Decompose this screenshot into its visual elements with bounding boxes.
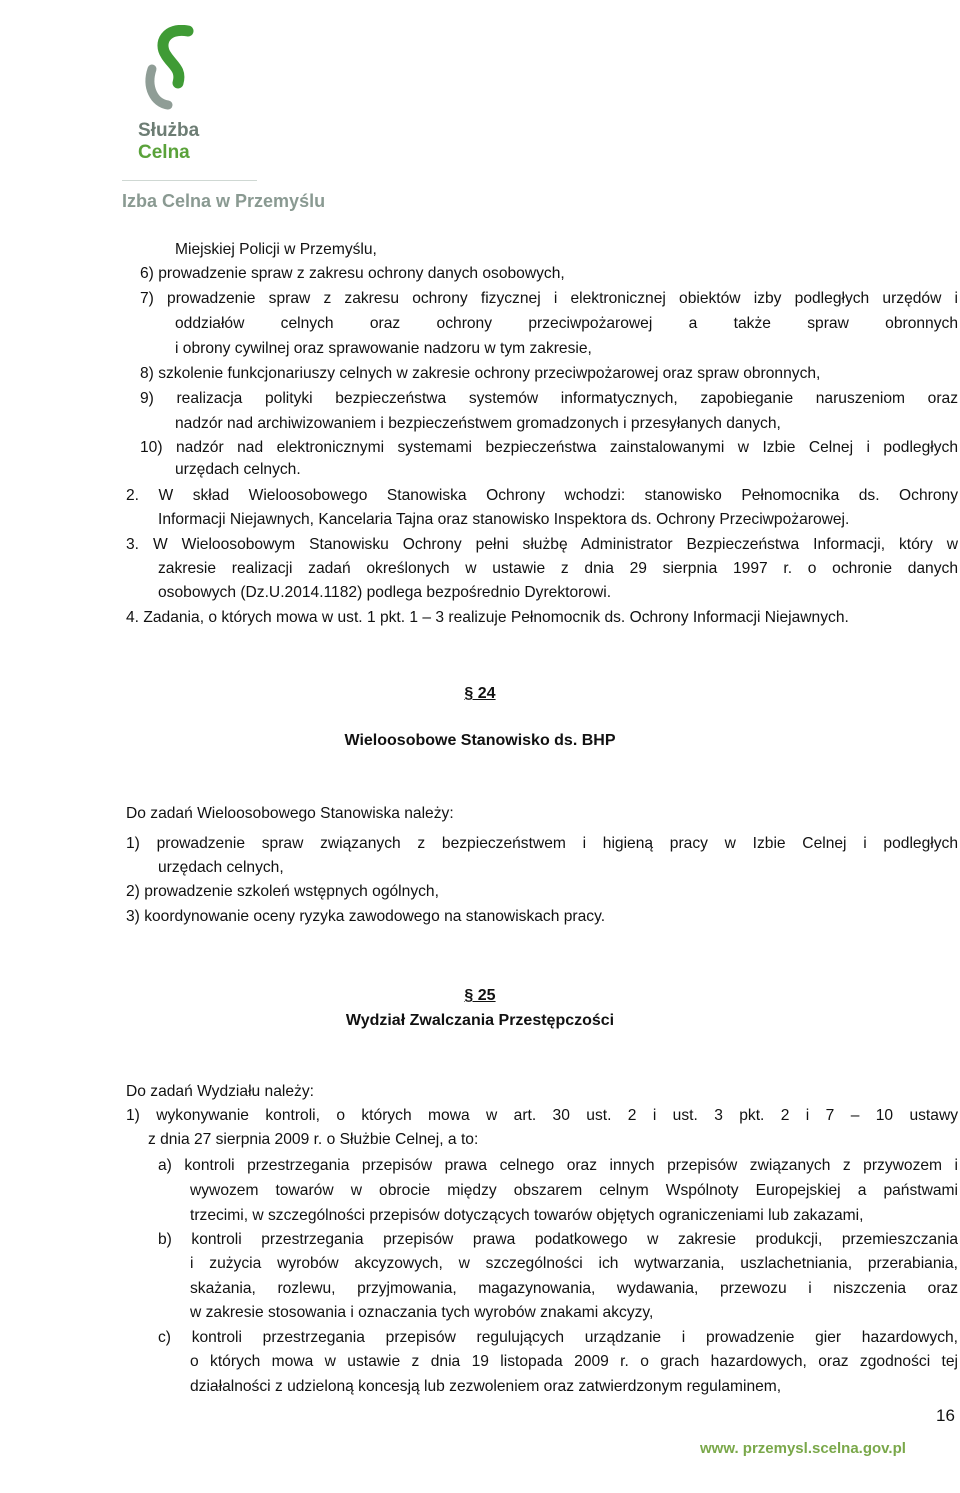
text-line: 4. Zadania, o których mowa w ust. 1 pkt. 1 – 3 realizuje Pełnomocnik ds. Ochrony Informacji Niejawnych.: [126, 609, 849, 626]
text-line: urzędach celnych,: [158, 859, 284, 876]
text-line: i zużycia wyrobów akcyzowych, w szczególności ich wytwarzania, uszlachetniania, przerabiania,: [190, 1255, 958, 1272]
text-line: o których mowa w ustawie z dnia 19 listopada 2009 r. o grach hazardowych, oraz zgodności tej: [190, 1353, 958, 1370]
text-line: 8) szkolenie funkcjonariuszy celnych w zakresie ochrony przeciwpożarowej oraz spraw obronnych,: [140, 365, 821, 382]
brand-name: [138, 120, 199, 164]
section-24-sign: § 24: [464, 685, 496, 702]
text-line: 6) prowadzenie spraw z zakresu ochrony danych osobowych,: [140, 265, 565, 282]
text-line: i obrony cywilnej oraz sprawowanie nadzoru w tym zakresie,: [175, 340, 592, 357]
text-line: 1) wykonywanie kontroli, o których mowa w art. 30 ust. 2 i ust. 3 pkt. 2 i 7 – 10 ustawy: [126, 1107, 958, 1124]
brand-line-1: Służba: [138, 120, 200, 141]
section-24-title: Wieloosobowe Stanowisko ds. BHP: [344, 732, 616, 749]
text-line: urzędach celnych.: [175, 461, 301, 478]
section-25-sign: § 25: [464, 987, 496, 1004]
header-divider: [122, 180, 257, 181]
text-line: działalności z udzieloną koncesją lub zezwoleniem oraz zatwierdzonym regulaminem,: [190, 1378, 782, 1395]
text-line: oddziałów celnych oraz ochrony przeciwpożarowej a także spraw obronnych: [175, 315, 958, 332]
office-name: Izba Celna w Przemyślu: [122, 191, 326, 211]
text-line: 3. W Wieloosobowym Stanowisku Ochrony pełni służbę Administrator Bezpieczeństwa Informacji, który w: [126, 536, 958, 553]
text-line: Do zadań Wydziału należy:: [126, 1083, 314, 1100]
text-line: Do zadań Wieloosobowego Stanowiska należy:: [126, 805, 454, 822]
text-line: 10) nadzór nad elektronicznymi systemami bezpieczeństwa zainstalowanymi w Izbie Celnej i podległych: [140, 439, 958, 456]
text-line: osobowych (Dz.U.2014.1182) podlega bezpośrednio Dyrektorowi.: [158, 584, 612, 601]
brand-line-2: Celna: [138, 142, 190, 163]
text-line: zakresie realizacji zadań określonych w ustawie z dnia 29 sierpnia 1997 r. o ochronie danych: [158, 560, 958, 577]
text-line: a) kontroli przestrzegania przepisów prawa celnego oraz innych przepisów związanych z przywozem i: [158, 1157, 958, 1174]
text-line: Miejskiej Policji w Przemyślu,: [175, 241, 377, 258]
text-line: 7) prowadzenie spraw z zakresu ochrony fizycznej i elektronicznej obiektów izby podległych urzędów i: [140, 290, 958, 307]
footer-url[interactable]: www. przemysl.scelna.gov.pl: [700, 1440, 906, 1457]
text-line: 2. W skład Wieloosobowego Stanowiska Ochrony wchodzi: stanowisko Pełnomocnika ds. Ochrony: [126, 487, 958, 504]
text-line: trzecimi, w szczególności przepisów dotyczących towarów objętych ograniczeniami lub zakazami,: [190, 1207, 864, 1224]
text-line: 3) koordynowanie oceny ryzyka zawodowego na stanowiskach pracy.: [126, 908, 606, 925]
text-line: skażania, rozlewu, przyjmowania, magazynowania, wydawania, przewozu i niszczenia oraz: [190, 1280, 958, 1297]
text-line: nadzór nad archiwizowaniem i bezpieczeństwem gromadzonych i przesyłanych danych,: [175, 415, 781, 432]
text-line: w zakresie stosowania i oznaczania tych wyrobów znakami akcyzy,: [190, 1304, 654, 1321]
text-line: c) kontroli przestrzegania przepisów regulujących urządzanie i prowadzenie gier hazardowych,: [158, 1329, 958, 1346]
text-line: 2) prowadzenie szkoleń wstępnych ogólnych,: [126, 883, 439, 900]
text-line: 9) realizacja polityki bezpieczeństwa systemów informatycznych, zapobieganie naruszeniom oraz: [140, 390, 958, 407]
text-line: wywozem towarów w obrocie między obszarem celnym Wspólnoty Europejskiej a państwami: [190, 1182, 958, 1199]
sluzba-celna-logo: [138, 25, 198, 115]
page-number: 16: [936, 1406, 955, 1425]
text-line: b) kontroli przestrzegania przepisów prawa podatkowego w zakresie produkcji, przemieszczania: [158, 1231, 958, 1248]
text-line: 1) prowadzenie spraw związanych z bezpieczeństwem i higieną pracy w Izbie Celnej i podległych: [126, 835, 958, 852]
text-line: Informacji Niejawnych, Kancelaria Tajna oraz stanowisko Inspektora ds. Ochrony Przeciwpożarowej.: [158, 511, 850, 528]
text-line: z dnia 27 sierpnia 2009 r. o Służbie Celnej, a to:: [148, 1131, 479, 1148]
section-25-title: Wydział Zwalczania Przestępczości: [345, 1012, 615, 1029]
